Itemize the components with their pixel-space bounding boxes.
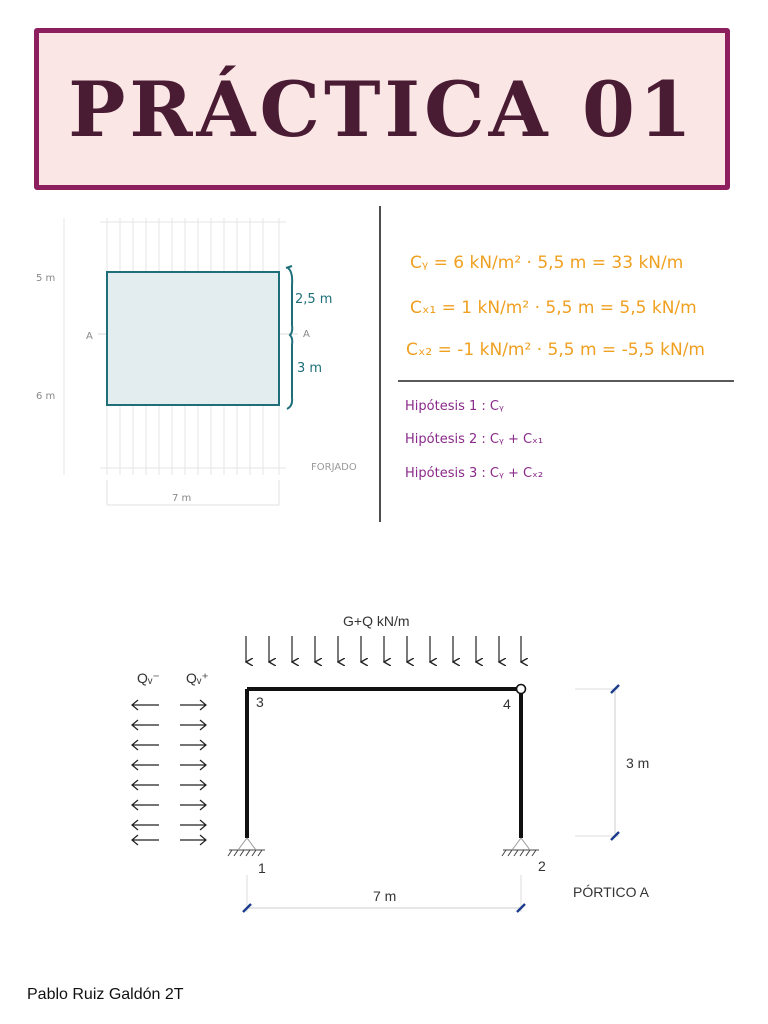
formula-cy-text: Cᵧ = 6 kN/m² · 5,5 m = 33 kN/m [410, 253, 684, 273]
plan-dim-upper: 2,5 m [295, 292, 333, 307]
formula-cx1 [410, 298, 697, 318]
node-label-4: 4 [503, 696, 511, 712]
distributed-load-label: G+Q kN/m [343, 613, 410, 629]
height-label: 3 m [626, 755, 650, 771]
hinge-node-4 [517, 685, 526, 694]
hypothesis-1: Hipótesis 1 : Cᵧ [405, 399, 504, 414]
formula-cx2-text: Cₓ₂ = -1 kN/m² · 5,5 m = -5,5 kN/m [406, 340, 705, 360]
node-label-2: 2 [538, 858, 546, 874]
plan-dim-lower: 3 m [297, 361, 323, 376]
frame-members [247, 689, 521, 838]
wind-plus-label: Qᵥ⁺ [186, 670, 209, 686]
plan-dim-top: 5 m [36, 273, 56, 284]
wind-arrows [132, 700, 206, 845]
hypothesis-3: Hipótesis 3 : Cᵧ + Cₓ₂ [405, 466, 544, 481]
section-label-left: A [86, 331, 93, 342]
formula-cy [410, 253, 683, 273]
slab-label: FORJADO [311, 462, 357, 473]
node-label-1: 1 [258, 860, 266, 876]
plan-dim-bottom: 6 m [36, 391, 56, 402]
hypotheses-list [405, 399, 543, 481]
page-title: PRÁCTICA 01 [68, 64, 696, 154]
load-formulas [406, 253, 705, 360]
frame-name: PÓRTICO A [573, 884, 649, 900]
formula-cx2 [406, 340, 705, 360]
section-label-right: A [303, 329, 310, 340]
height-dimension [575, 685, 649, 840]
author-name: Pablo Ruiz Galdón 2T [27, 986, 184, 1003]
wind-arrows-right [180, 700, 206, 845]
span-dimension [243, 875, 525, 912]
teal-dimension [286, 266, 292, 409]
formula-cx1-text: Cₓ₁ = 1 kN/m² · 5,5 m = 5,5 kN/m [410, 298, 697, 318]
hypothesis-2: Hipótesis 2 : Cᵧ + Cₓ₁ [405, 432, 544, 447]
fixed-support-right [502, 838, 539, 856]
slab-area [107, 272, 279, 405]
portal-frame-diagram [132, 613, 650, 912]
wind-arrows-left [132, 700, 159, 845]
floor-plan [36, 218, 357, 505]
fixed-support-left [228, 838, 265, 856]
distributed-load-arrows [246, 636, 521, 662]
span-label: 7 m [373, 888, 397, 904]
plan-width-label: 7 m [172, 493, 192, 504]
wind-minus-label: Qᵥ⁻ [137, 670, 160, 686]
node-label-3: 3 [256, 694, 264, 710]
